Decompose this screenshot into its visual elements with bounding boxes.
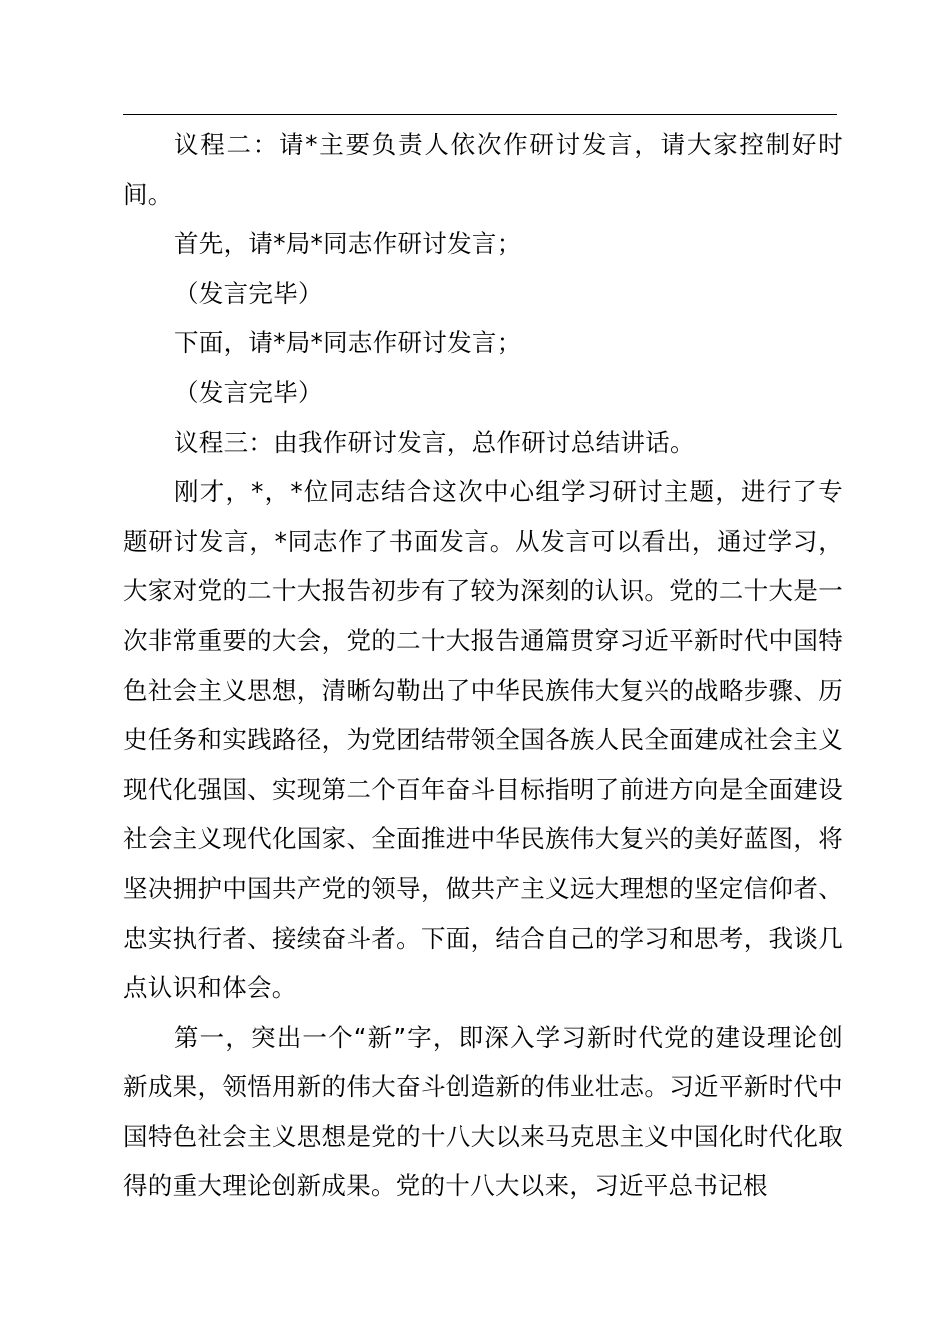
paragraph-summary: 刚才，*，*位同志结合这次中心组学习研讨主题，进行了专题研讨发言，*同志作了书面发言。从发言可以看出，通过学习，大家对党的二十大报告初步有了较为深刻的认识。党的二十大是一次非常重要的大会，党的二十大报告通篇贯穿习近平新时代中国特色社会主义思想，清晰勾勒出了中华民族伟大复兴的战略步骤、历史任务和实践路径，为党团结带领全国各族人民全面建成社会主义现代化强国、实现第二个百年奋斗目标指明了前进方向是全面建设社会主义现代化国家、全面推进中华民族伟大复兴的美好蓝图，将坚决拥护中国共产党的领导，做共产主义远大理想的坚定信仰者、忠实执行者、接续奋斗者。下面，结合自己的学习和思考，我谈几点认识和体会。 bbox=[123, 477, 843, 1003]
document-body bbox=[123, 120, 843, 1211]
paragraph-point-one: 第一，突出一个“新”字，即深入学习新时代党的建设理论创新成果，领悟用新的伟大奋斗创造新的伟业壮志。习近平新时代中国特色社会主义思想是党的十八大以来马克思主义中国化时代化取得的重大理论创新成果。党的十八大以来，习近平总书记根 bbox=[123, 1022, 843, 1201]
paragraph-speech-finished: （发言完毕） bbox=[174, 278, 323, 308]
paragraph-speech-finished-2: （发言完毕） bbox=[174, 377, 323, 407]
paragraph-next-speaker: 下面，请*局*同志作研讨发言； bbox=[174, 328, 522, 358]
paragraph-agenda-three: 议程三：由我作研讨发言，总作研讨总结讲话。 bbox=[174, 427, 695, 457]
header-rule bbox=[123, 114, 837, 115]
paragraph-first-speaker: 首先，请*局*同志作研讨发言； bbox=[174, 229, 522, 259]
paragraph-agenda-two: 议程二：请*主要负责人依次作研讨发言，请大家控制好时间。 bbox=[123, 130, 843, 209]
